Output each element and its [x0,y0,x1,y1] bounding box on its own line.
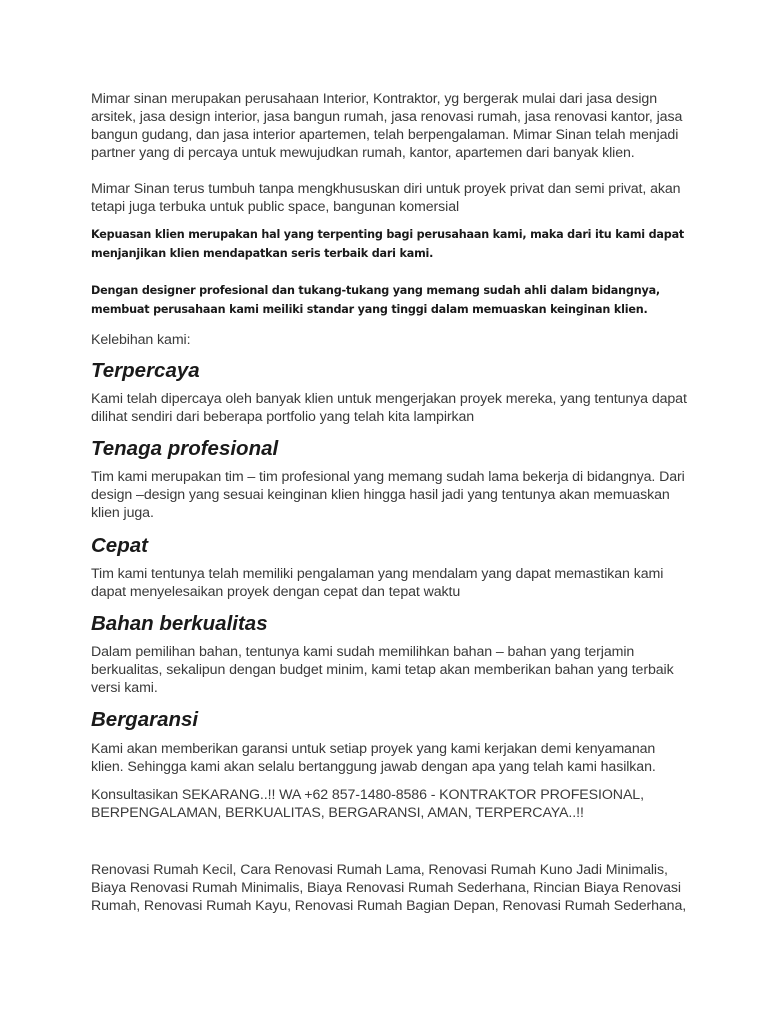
section-body-bahan-berkualitas: Dalam pemilihan bahan, tentunya kami sudah memilihkan bahan – bahan yang terjamin berkualitas, sekalipun dengan budget minim, kami tetap akan memberikan bahan yang terbaik versi kami. [91,644,674,696]
intro-paragraph-4-bold: Dengan designer profesional dan tukang-tukang yang memang sudah ahli dalam bidangnya, membuat perusahaan kami meiliki standar yang tinggi dalam memuaskan keinginan klien. [91,284,660,316]
intro-paragraph-3-bold: Kepuasan klien merupakan hal yang terpenting bagi perusahaan kami, maka dari itu kami dapat menjanjikan klien mendapatkan seris terbaik dari kami. [91,228,685,260]
section-heading-terpercaya: Terpercaya [91,359,200,382]
intro-paragraph-1: Mimar sinan merupakan perusahaan Interior, Kontraktor, yg bergerak mulai dari jasa design arsitek, jasa design interior, jasa bangun rumah, jasa renovasi rumah, jasa renovasi kantor, jasa bangun gudang, dan jasa interior apartemen, telah berpengalaman. Mimar Sinan telah menjadi partner yang di percaya untuk mewujudkan rumah, kantor, apartemen dari banyak klien. [91,91,683,161]
section-heading-bergaransi: Bergaransi [91,708,199,731]
section-heading-bahan-berkualitas: Bahan berkualitas [91,612,268,635]
section-body-tenaga-profesional: Tim kami merupakan tim – tim profesional yang memang sudah lama bekerja di bidangnya. Dari design –design yang sesuai keinginan klien hingga hasil jadi yang tentunya akan memuaskan klien juga. [91,469,685,521]
intro-paragraph-2: Mimar Sinan terus tumbuh tanpa mengkhususkan diri untuk proyek privat dan semi privat, akan tetapi juga terbuka untuk public space, bangunan komersial [91,181,681,215]
keywords-paragraph: Renovasi Rumah Kecil, Cara Renovasi Rumah Lama, Renovasi Rumah Kuno Jadi Minimalis, Biaya Renovasi Rumah Minimalis, Biaya Renovasi Rumah Sederhana, Rincian Biaya Renovasi Rumah, Renovasi Rumah Kayu, Renovasi Rumah Bagian Depan, Renovasi Rumah Sederhana, [91,862,687,914]
section-body-terpercaya: Kami telah dipercaya oleh banyak klien untuk mengerjakan proyek mereka, yang tentunya dapat dilihat sendiri dari beberapa portfolio yang telah kita lampirkan [91,391,687,425]
call-to-action-paragraph: Konsultasikan SEKARANG..!! WA +62 857-1480-8586 - KONTRAKTOR PROFESIONAL, BERPENGALAMAN, BERKUALITAS, BERGARANSI, AMAN, TERPERCAYA..!! [91,787,644,821]
section-body-cepat: Tim kami tentunya telah memiliki pengalaman yang mendalam yang dapat memastikan kami dapat menyelesaikan proyek dengan cepat dan tepat waktu [91,566,664,600]
section-heading-tenaga-profesional: Tenaga profesional [91,437,279,460]
section-body-bergaransi: Kami akan memberikan garansi untuk setiap proyek yang kami kerjakan demi kenyamanan klien. Sehingga kami akan selalu bertanggung jawab dengan apa yang telah kami hasilkan. [91,741,656,775]
section-heading-cepat: Cepat [91,534,148,557]
advantages-label: Kelebihan kami: [91,332,191,348]
